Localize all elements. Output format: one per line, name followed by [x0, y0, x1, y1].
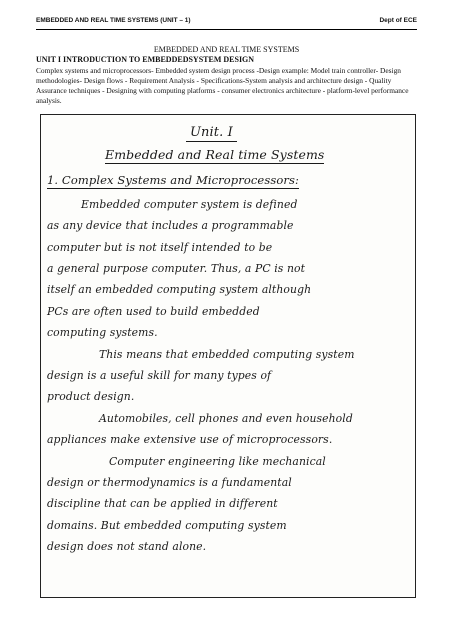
handwritten-notes-image [40, 114, 416, 598]
notes-unit-heading: Unit. I [186, 125, 237, 142]
notes-line: design is a useful skill for many types of [47, 369, 272, 382]
unit-title: UNIT I INTRODUCTION TO EMBEDDEDSYSTEM DESIGN [36, 55, 255, 64]
document-title: EMBEDDED AND REAL TIME SYSTEMS [153, 45, 300, 54]
notes-line: This means that embedded computing system [99, 348, 355, 361]
notes-line: discipline that can be applied in different [47, 497, 278, 510]
notes-line: itself an embedded computing system although [47, 283, 312, 296]
header-department: Dept of ECE [379, 17, 417, 24]
notes-main-heading: Embedded and Real time Systems [105, 147, 325, 162]
notes-line: design does not stand alone. [47, 540, 207, 553]
notes-line: computing systems. [47, 326, 158, 339]
notes-line: design or thermodynamics is a fundamental [47, 476, 292, 489]
notes-line: product design. [47, 390, 135, 403]
notes-line: computer but is not itself intended to be [47, 241, 273, 254]
page-header [36, 15, 417, 30]
syllabus-text: Complex systems and microprocessors- Embedded system design process -Design example: Model train controller- Design methodologies- Design flows - Requirement Analysis - Specifications-System analysis and architecture design - Quality Assurance techniques - Designing with computing platforms - consumer electronics architecture - platform-level performance analysis. [36, 66, 409, 105]
notes-line: Computer engineering like mechanical [109, 455, 326, 468]
notes-section-heading: 1. Complex Systems and Microprocessors: [47, 173, 299, 187]
notes-line: Embedded computer system is defined [81, 198, 298, 211]
notes-line: appliances make extensive use of microprocessors. [47, 433, 333, 446]
header-course-title: EMBEDDED AND REAL TIME SYSTEMS (UNIT – 1) [36, 17, 191, 24]
notes-line: a general purpose computer. Thus, a PC is not [47, 262, 306, 275]
notes-line: as any device that includes a programmable [47, 219, 294, 232]
notes-line: PCs are often used to build embedded [47, 305, 260, 318]
notes-line: domains. But embedded computing system [47, 519, 287, 532]
notes-line: Automobiles, cell phones and even household [99, 412, 353, 425]
